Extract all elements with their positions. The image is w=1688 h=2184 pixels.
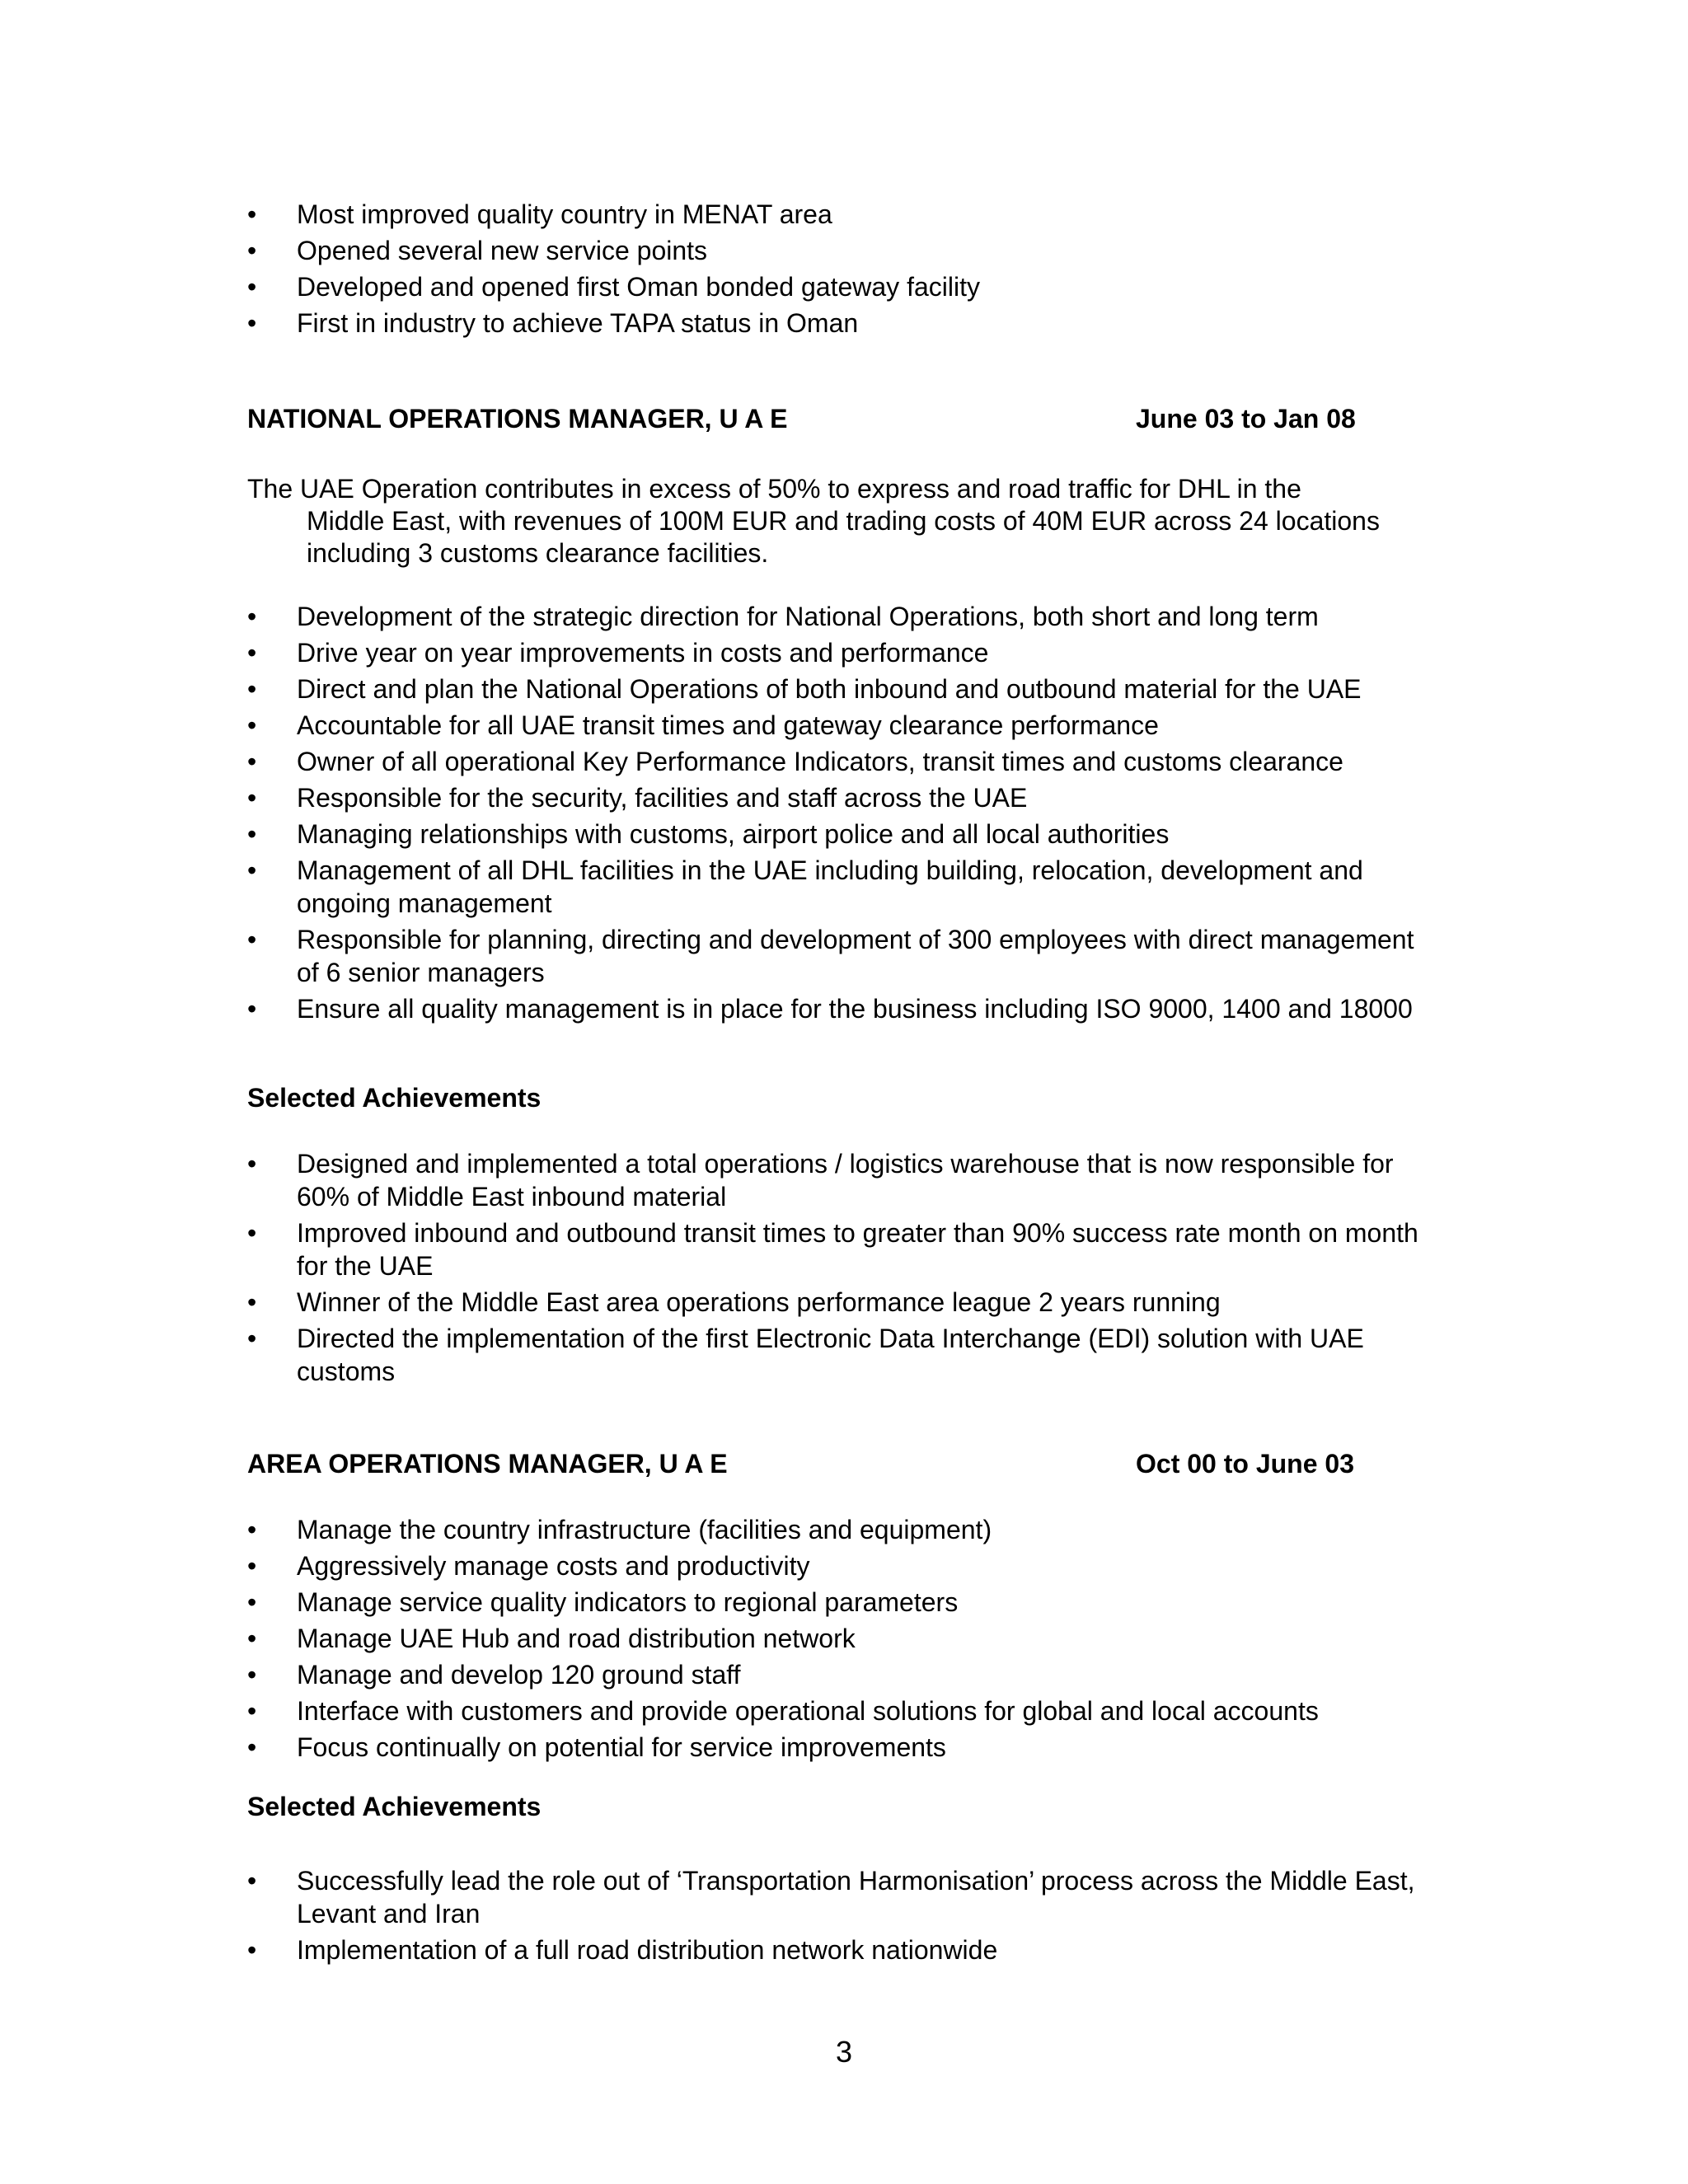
intro-line: Middle East, with revenues of 100M EUR and trading costs of 40M EUR across 24 locations xyxy=(307,506,1380,536)
bullet-icon: • xyxy=(247,783,257,813)
bullet-icon: • xyxy=(247,308,257,338)
list-item: • Accountable for all UAE transit times and gateway clearance performance xyxy=(247,710,1159,740)
bullet-icon: • xyxy=(247,236,257,265)
list-item: • Owner of all operational Key Performance Indicators, transit times and customs clearance xyxy=(247,747,1343,776)
job-title: NATIONAL OPERATIONS MANAGER, U A E xyxy=(247,404,788,434)
selected-achievements-heading: Selected Achievements xyxy=(247,1792,542,1821)
list-item: • Designed and implemented a total operations / logistics warehouse that is now responsible for 60% of Middle East inbound material xyxy=(247,1149,1394,1212)
bullet-icon: • xyxy=(247,272,257,302)
bullet-icon: • xyxy=(247,855,257,885)
job-dates: Oct 00 to June 03 xyxy=(1136,1449,1354,1479)
list-item: • Responsible for the security, facilities and staff across the UAE xyxy=(247,783,1028,813)
list-item: • Developed and opened first Oman bonded gateway facility xyxy=(247,272,980,302)
bullet-icon: • xyxy=(247,1218,257,1248)
bullet-icon: • xyxy=(247,1696,257,1726)
list-item: • Responsible for planning, directing and development of 300 employees with direct management of 6 senior managers xyxy=(247,925,1414,987)
bullet-icon: • xyxy=(247,1551,257,1581)
bullet-icon: • xyxy=(247,994,257,1024)
job1-achievements-list xyxy=(247,1147,1434,1388)
job-title: AREA OPERATIONS MANAGER, U A E xyxy=(247,1449,728,1479)
intro-line: The UAE Operation contributes in excess of 50% to express and road traffic for DHL in the xyxy=(247,474,1301,504)
bullet-icon: • xyxy=(247,1515,257,1544)
bullet-icon: • xyxy=(247,1866,257,1896)
bullet-icon: • xyxy=(247,1624,257,1653)
list-item: • Manage UAE Hub and road distribution network xyxy=(247,1624,856,1653)
job-intro-paragraph xyxy=(247,473,1434,569)
prev-achievements-list xyxy=(247,198,1434,340)
job-header-national-operations xyxy=(247,402,1368,435)
job1-duties-section xyxy=(247,600,1434,1029)
list-item: • First in industry to achieve TAPA status in Oman xyxy=(247,308,859,338)
list-item: • Interface with customers and provide operational solutions for global and local accounts xyxy=(247,1696,1319,1726)
list-item: • Manage the country infrastructure (facilities and equipment) xyxy=(247,1515,992,1544)
job-dates: June 03 to Jan 08 xyxy=(1136,404,1356,434)
intro-line: including 3 customs clearance facilities. xyxy=(307,538,769,568)
bullet-icon: • xyxy=(247,1324,257,1353)
bullet-icon: • xyxy=(247,710,257,740)
bullet-icon: • xyxy=(247,674,257,704)
bullet-icon: • xyxy=(247,638,257,668)
list-item: • Development of the strategic direction for National Operations, both short and long term xyxy=(247,602,1319,631)
job2-achievements-section xyxy=(247,1864,1434,1970)
bullet-icon: • xyxy=(247,1149,257,1179)
list-item: • Implementation of a full road distribution network nationwide xyxy=(247,1935,998,1965)
bullet-icon: • xyxy=(247,199,257,229)
job1-achievements-section xyxy=(247,1147,1434,1391)
list-item: • Management of all DHL facilities in the UAE including building, relocation, development and ongoing management xyxy=(247,855,1363,918)
list-item: • Aggressively manage costs and productivity xyxy=(247,1551,810,1581)
bullet-icon: • xyxy=(247,747,257,776)
job1-duties-list xyxy=(247,600,1434,1025)
list-item: • Direct and plan the National Operations of both inbound and outbound material for the UAE xyxy=(247,674,1362,704)
bullet-icon: • xyxy=(247,1732,257,1762)
job2-duties-list xyxy=(247,1513,1434,1764)
list-item: • Manage service quality indicators to regional parameters xyxy=(247,1587,959,1617)
list-item: • Opened several new service points xyxy=(247,236,708,265)
list-item: • Focus continually on potential for service improvements xyxy=(247,1732,946,1762)
job2-achievements-list xyxy=(247,1864,1434,1966)
job-header-area-operations xyxy=(247,1447,1368,1480)
bullet-icon: • xyxy=(247,819,257,849)
prev-achievements-section xyxy=(247,198,1434,343)
list-item: • Directed the implementation of the first Electronic Data Interchange (EDI) solution with UAE customs xyxy=(247,1324,1364,1386)
bullet-icon: • xyxy=(247,1287,257,1317)
list-item: • Improved inbound and outbound transit times to greater than 90% success rate month on month for the UAE xyxy=(247,1218,1418,1281)
list-item: • Managing relationships with customs, airport police and all local authorities xyxy=(247,819,1170,849)
bullet-icon: • xyxy=(247,1660,257,1690)
selected-achievements-heading: Selected Achievements xyxy=(247,1083,542,1113)
bullet-icon: • xyxy=(247,602,257,631)
page-number: 3 xyxy=(835,2035,853,2069)
bullet-icon: • xyxy=(247,1587,257,1617)
bullet-icon: • xyxy=(247,1935,257,1965)
list-item: • Successfully lead the role out of ‘Transportation Harmonisation’ process across the Middle East, Levant and Iran xyxy=(247,1866,1415,1929)
list-item: • Winner of the Middle East area operations performance league 2 years running xyxy=(247,1287,1221,1317)
list-item: • Manage and develop 120 ground staff xyxy=(247,1660,741,1690)
list-item: • Drive year on year improvements in costs and performance xyxy=(247,638,989,668)
bullet-icon: • xyxy=(247,925,257,954)
list-item: • Ensure all quality management is in place for the business including ISO 9000, 1400 and 18000 xyxy=(247,994,1413,1024)
job2-duties-section xyxy=(247,1513,1434,1767)
list-item: • Most improved quality country in MENAT area xyxy=(247,199,832,229)
